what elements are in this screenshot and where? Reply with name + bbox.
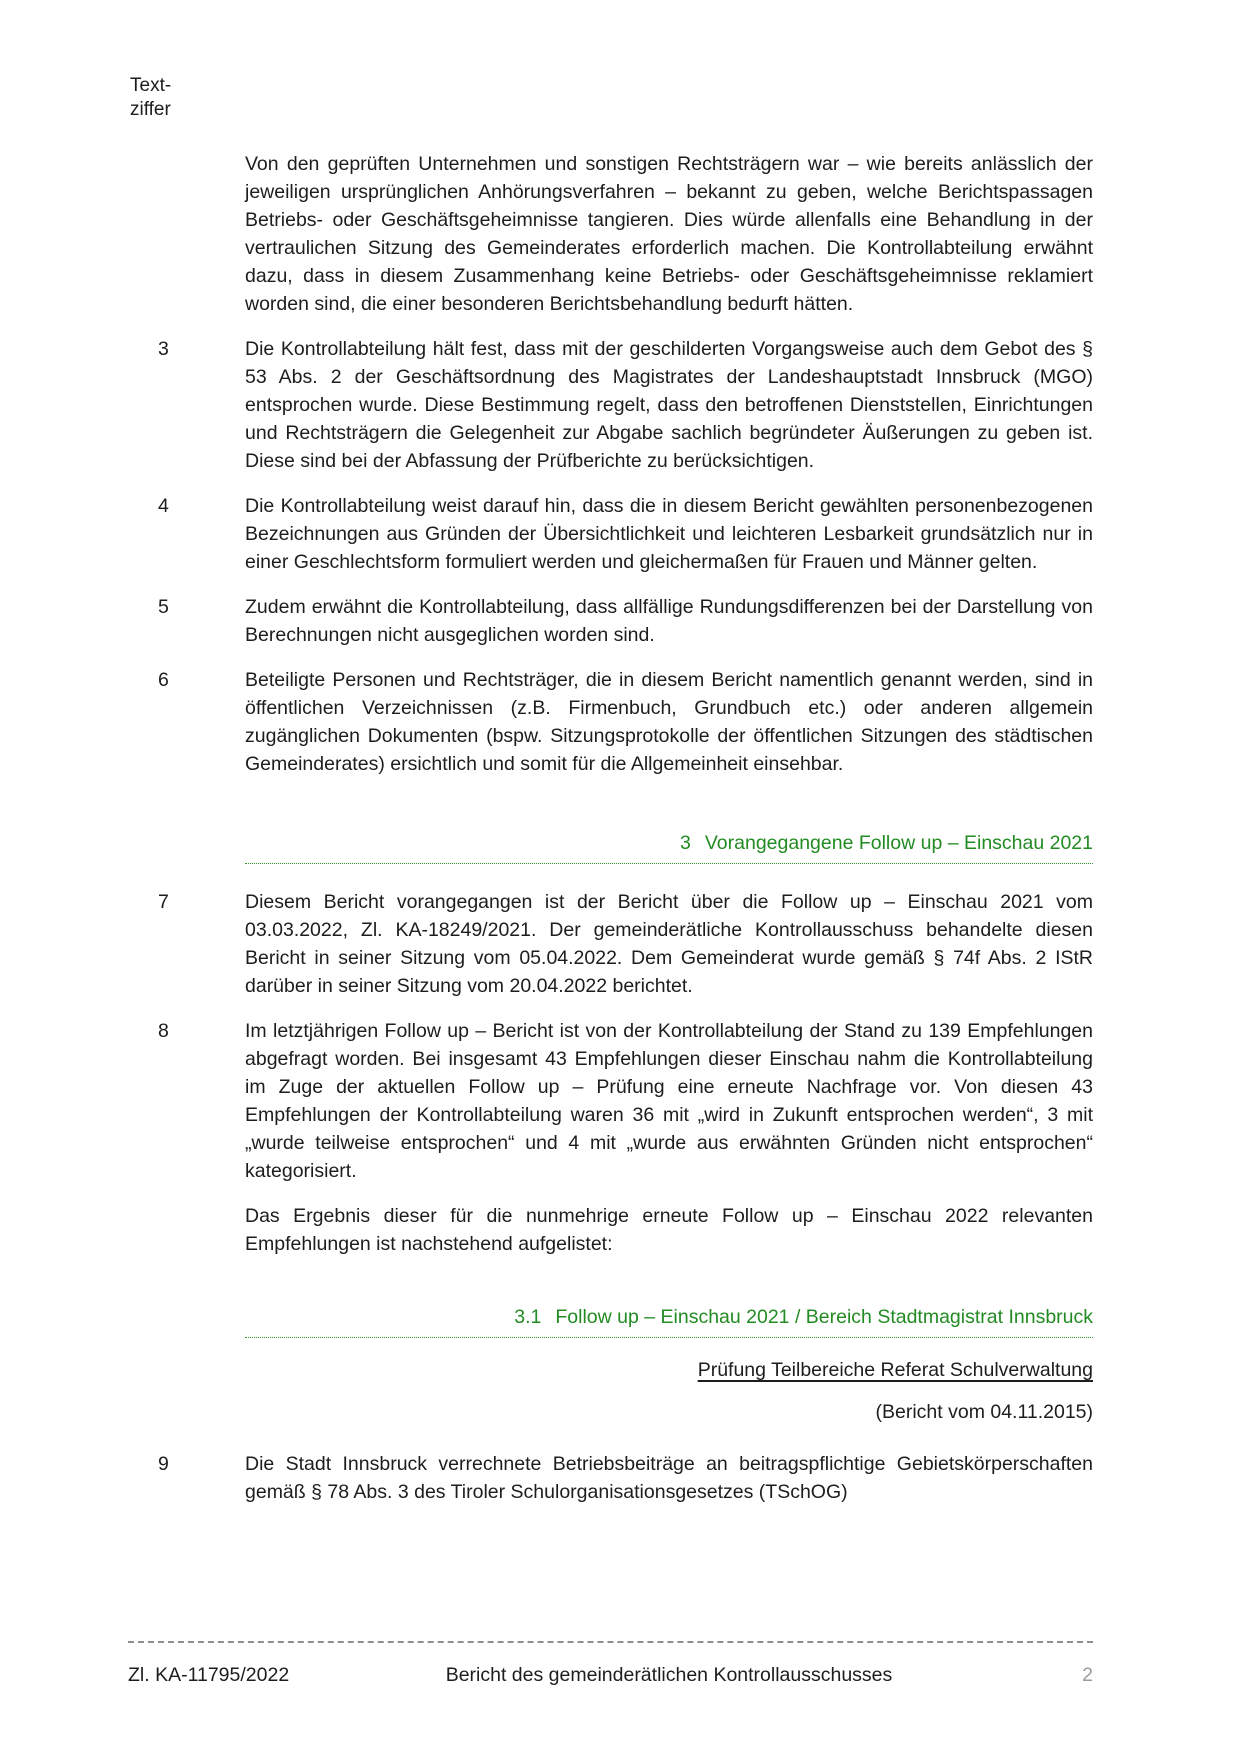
paragraph-text: Beteiligte Personen und Rechtsträger, die in diesem Bericht namentlich genannt werden, sind in öffentlichen Verzeichnissen (z.B. Firmenbuch, Grundbuch etc.) oder anderen allgemein zugänglichen Dokumenten (bspw. Sitzungsprotokolle der öffentlichen Sitzungen des städtischen Gemeinderates) ersichtlich und somit für die Allgemeinheit einsehbar. (245, 669, 1093, 775)
section-title: Vorangegangene Follow up – Einschau 2021 (704, 832, 1093, 854)
textziffer-number: 6 (158, 669, 169, 691)
paragraph-text: Das Ergebnis dieser für die nunmehrige erneute Follow up – Einschau 2022 relevanten Empfehlungen ist nachstehend aufgelistet: (245, 1205, 1093, 1255)
body-paragraph (158, 492, 1093, 576)
body-paragraph (158, 888, 1093, 1000)
textziffer-number: 9 (158, 1453, 169, 1475)
report-date-note: (Bericht vom 04.11.2015) (875, 1401, 1093, 1423)
body-paragraph (158, 593, 1093, 649)
body-paragraph (158, 1450, 1093, 1506)
section-number: 3 (680, 832, 691, 854)
body-paragraph (158, 335, 1093, 475)
document-body (158, 150, 1093, 1506)
paragraph-text: Die Kontrollabteilung hält fest, dass mit der geschilderten Vorgangsweise auch dem Gebot des § 53 Abs. 2 der Geschäftsordnung des Magistrates der Landeshauptstadt Innsbruck (MGO) entsprochen wurde. Diese Bestimmung regelt, dass den betroffenen Dienststellen, Einrichtungen und Rechtsträgern die Gelegenheit zur Abgabe sachlich begründeter Äußerungen zu geben ist. Diese sind bei der Abfassung der Prüfberichte zu berücksichtigen. (245, 338, 1093, 472)
body-paragraph (158, 1017, 1093, 1185)
margin-label-line2: ziffer (130, 99, 171, 120)
body-paragraph (245, 1202, 1093, 1258)
paragraph-text: Diesem Bericht vorangegangen ist der Bericht über die Follow up – Einschau 2021 vom 03.03.2022, Zl. KA-18249/2021. Der gemeinderätliche Kontrollausschuss behandelte diesen Bericht in seiner Sitzung vom 05.04.2022. Dem Gemeinderat wurde gemäß § 74f Abs. 2 IStR darüber in seiner Sitzung vom 20.04.2022 berichtet. (245, 891, 1093, 997)
body-paragraph (245, 150, 1093, 318)
body-paragraph (158, 666, 1093, 778)
textziffer-number: 8 (158, 1020, 169, 1042)
paragraph-text: Im letztjährigen Follow up – Bericht ist von der Kontrollabteilung der Stand zu 139 Empfehlungen abgefragt worden. Bei insgesamt 43 Empfehlungen dieser Einschau nahm die Kontrollabteilung im Zuge der aktuellen Follow up – Prüfung eine erneute Nachfrage vor. Von diesen 43 Empfehlungen der Kontrollabteilung waren 36 mit „wird in Zukunft entsprochen werden“, 3 mit „wurde teilweise entsprochen“ und 4 mit „wurde aus erwähnten Gründen nicht entsprochen“ kategorisiert. (245, 1020, 1093, 1182)
subsection-heading: Prüfung Teilbereiche Referat Schulverwaltung (697, 1359, 1093, 1381)
section-heading-3 (245, 829, 1093, 864)
paragraph-text: Zudem erwähnt die Kontrollabteilung, dass allfällige Rundungsdifferenzen bei der Darstellung von Berechnungen nicht ausgeglichen worden sind. (245, 596, 1093, 646)
textziffer-number: 4 (158, 495, 169, 517)
footer-divider (128, 1641, 1093, 1643)
section-number: 3.1 (514, 1306, 542, 1328)
margin-label-line1: Text- (130, 75, 172, 96)
textziffer-number: 3 (158, 338, 169, 360)
footer-reference: Zl. KA-11795/2022 (128, 1664, 290, 1686)
footer-title: Bericht des gemeinderätlichen Kontrollausschusses (445, 1664, 893, 1686)
textziffer-number: 5 (158, 596, 169, 618)
section-title: Follow up – Einschau 2021 / Bereich Stadtmagistrat Innsbruck (555, 1306, 1093, 1328)
paragraph-text: Die Kontrollabteilung weist darauf hin, dass die in diesem Bericht gewählten personenbezogenen Bezeichnungen aus Gründen der Übersichtlichkeit und leichteren Lesbarkeit grundsätzlich nur in einer Geschlechtsform formuliert werden und gleichermaßen für Frauen und Männer gelten. (245, 495, 1093, 573)
margin-column-label (130, 74, 171, 122)
paragraph-text: Von den geprüften Unternehmen und sonstigen Rechtsträgern war – wie bereits anlässlich der jeweiligen ursprünglichen Anhörungsverfahren – bekannt zu geben, welche Berichtspassagen Betriebs- oder Geschäftsgeheimnisse tangieren. Dies würde allenfalls eine Behandlung in der vertraulichen Sitzung des Gemeinderates erforderlich machen. Die Kontrollabteilung erwähnt dazu, dass in diesem Zusammenhang keine Betriebs- oder Geschäftsgeheimnisse reklamiert worden sind, die einer besonderen Berichtsbehandlung bedurft hätten. (245, 153, 1093, 315)
section-heading-3-1 (245, 1303, 1093, 1338)
footer-page-number: 2 (1082, 1664, 1093, 1686)
textziffer-number: 7 (158, 891, 169, 913)
paragraph-text: Die Stadt Innsbruck verrechnete Betriebsbeiträge an beitragspflichtige Gebietskörperschaften gemäß § 78 Abs. 3 des Tiroler Schulorganisationsgesetzes (TSchOG) (245, 1453, 1093, 1503)
